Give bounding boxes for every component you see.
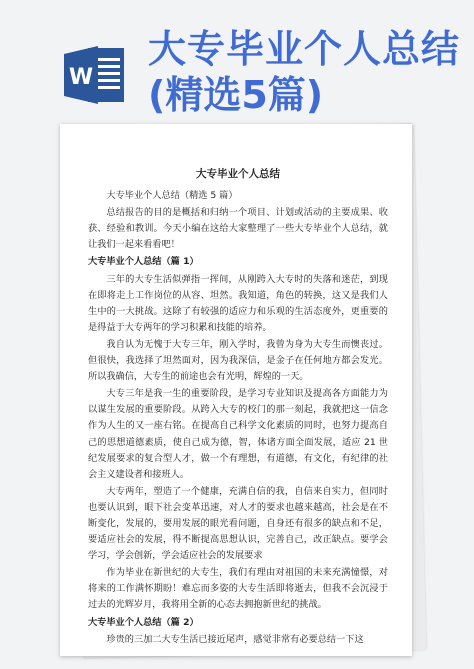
- paragraph-4: 大专两年，塑造了一个健康，充满自信的我，自信来自实力，但同时也要认识到，眼下社会变革迅速，对人才的要求也越来越高，社会是在不断变化，发展的，要用发展的眼光看问题，自身还有很多的缺点和不足，要适应社会的发展，得不断提高思想认识，完善自己，改正缺点。要学会学习，学会创新，学会适应社会的发展要求: [88, 485, 388, 562]
- word-letter: W: [68, 65, 94, 90]
- document-title: 大专毕业个人总结: [196, 168, 280, 180]
- section-heading-2: 大专毕业个人总结（篇 2）: [88, 616, 199, 628]
- paragraph-5: 作为毕业在新世纪的大专生，我们有理由对祖国的未来充满憧憬，对将来的工作满怀期盼！难忘而多姿的大专生活即将逝去，但我不会沉浸于过去的光辉岁月，我将用全新的心态去拥抱新世纪的挑战。: [88, 567, 388, 611]
- paragraph-3: 大专三年是我一生的重要阶段，是学习专业知识及提高各方面能力为以谋生发展的重要阶段。从跨入大专的校门的那一刻起，我就把这一信念作为人生的又一座右铭。在提高自己科学文化素质的同时，也努力提高自己的思想道德素质，使自己成为德，智，体诸方面全面发展，适应 21 世纪发展要求的复合型人才，做一个有理想，有道德，有文化，有纪律的社会主义建设者和接班人。: [88, 388, 388, 480]
- intro-paragraph: 总结报告的目的是概括和归纳一个项目、计划或活动的主要成果、收获、经验和教训。今天小编在这给大家整理了一些大专毕业个人总结，就让我们一起来看看吧！: [88, 207, 388, 251]
- paragraph-6: 珍贵的三加二大专生活已接近尾声，感觉非常有必要总结一下这: [106, 633, 364, 645]
- document-page: [60, 124, 412, 656]
- paragraph-1: 三年的大专生活似弹指一挥间，从刚跨入大专时的失落和迷茫，到现在即将走上工作岗位的从容、坦然。我知道，角色的转换，这又是我们人生中的一大挑战。这除了有较强的适应力和乐观的生活态度外，更重要的是得益于大专两年的学习积累和技能的培养。: [88, 273, 388, 333]
- document-body: [88, 166, 388, 649]
- header: [0, 0, 474, 118]
- paragraph-2: 我自认为无愧于大专三年，刚入学时，我曾为身为大专生而懊丧过。但很快，我选择了坦然面对，因为我深信，是金子在任何地方都会发光。所以我确信，大专生的前途也会有光明，辉煌的一天。: [88, 338, 388, 383]
- page-subtitle: (精选5篇): [148, 73, 324, 117]
- page-title: 大专毕业个人总结: [148, 27, 461, 71]
- word-document-icon: [64, 44, 128, 106]
- document-subtitle: 大专毕业个人总结（精选 5 篇）: [106, 190, 238, 202]
- section-heading-1: 大专毕业个人总结（篇 1）: [88, 256, 199, 268]
